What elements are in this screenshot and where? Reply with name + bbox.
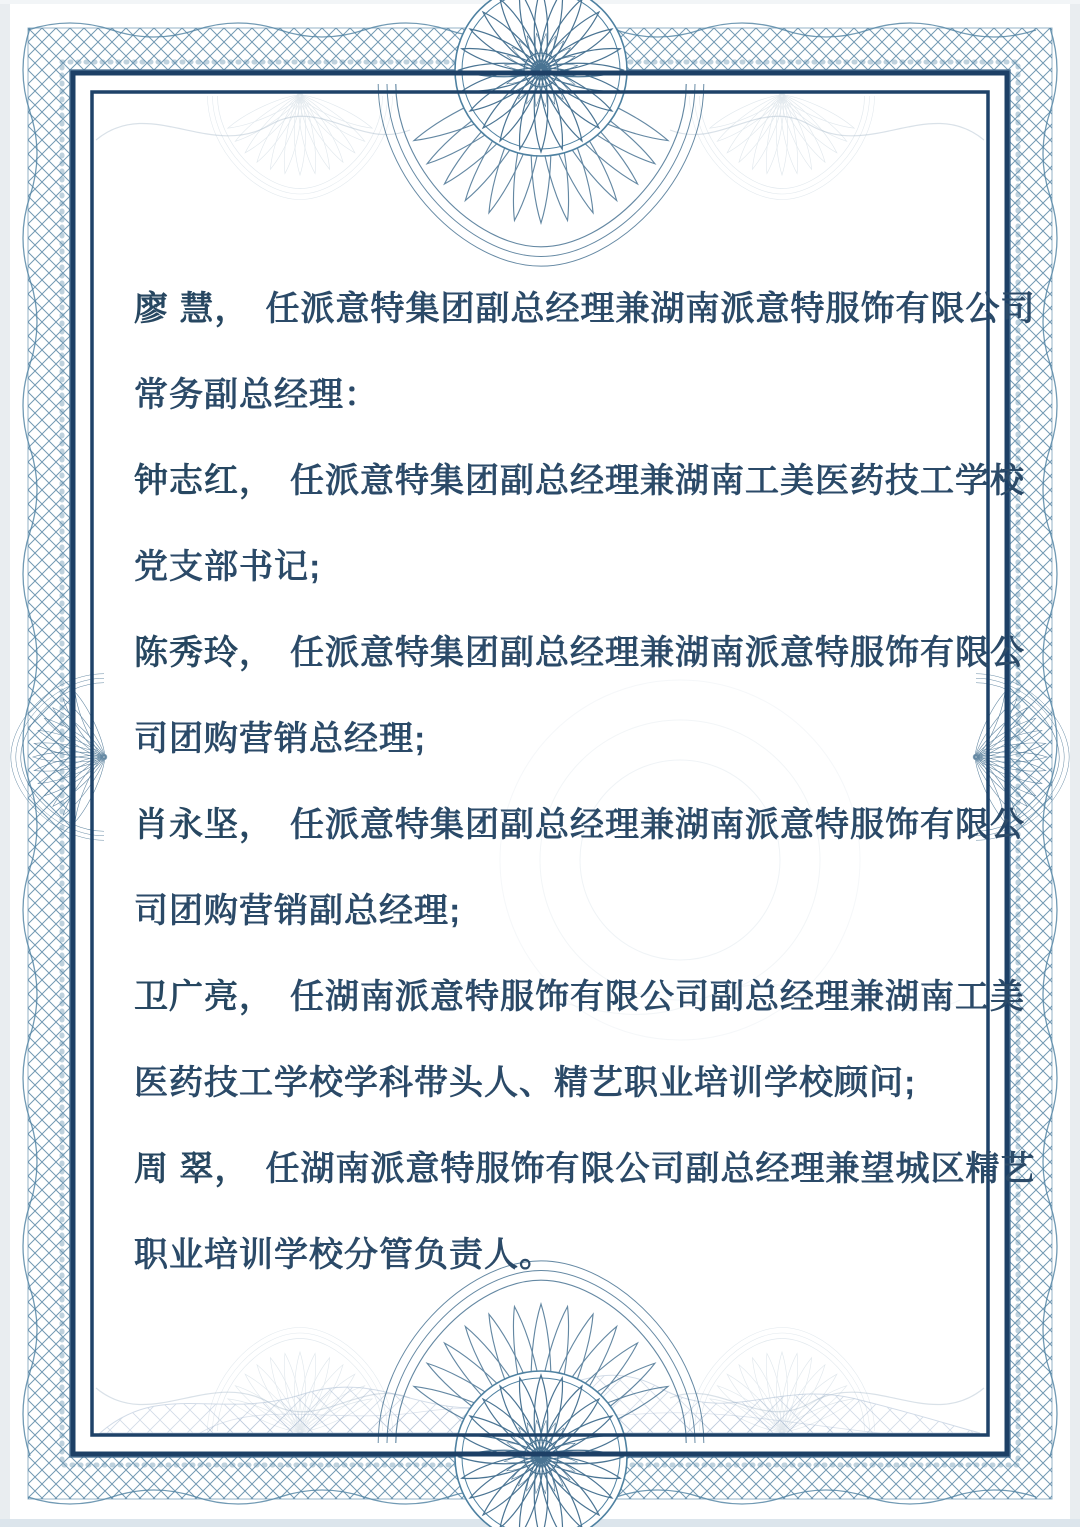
- text-line: [134, 778, 1025, 864]
- text-line: [134, 434, 1025, 520]
- person-name: 卫广亮，: [134, 977, 274, 1016]
- text-line: [134, 950, 1025, 1036]
- person-name: 陈秀玲，: [134, 633, 274, 672]
- line-text: 常务副总经理：: [134, 375, 379, 414]
- line-text: 任派意特集团副总经理兼湖南派意特服饰有限公司: [265, 289, 1036, 328]
- person-name: 肖永坚，: [134, 805, 274, 844]
- line-text: 司团购营销副总经理;: [134, 891, 462, 930]
- person-name: 钟志红，: [134, 461, 274, 500]
- person-name: 周 翠，: [134, 1149, 250, 1188]
- text-line: [134, 520, 974, 606]
- text-line: [134, 1036, 974, 1122]
- text-line: [134, 606, 1025, 692]
- person-name: 廖 慧，: [134, 289, 250, 328]
- text-line: [134, 348, 974, 434]
- line-text: 任派意特集团副总经理兼湖南派意特服饰有限公: [290, 633, 1025, 672]
- line-text: 职业培训学校分管负责人。: [134, 1235, 554, 1274]
- line-text: 任湖南派意特服饰有限公司副总经理兼望城区精艺: [265, 1149, 1036, 1188]
- line-text: 医药技工学校学科带头人、精艺职业培训学校顾问;: [134, 1063, 917, 1102]
- text-line: [134, 1208, 974, 1294]
- line-text: 党支部书记;: [134, 547, 322, 586]
- text-line: [134, 692, 974, 778]
- announcement-text: [134, 262, 1036, 1294]
- line-text: 任派意特集团副总经理兼湖南派意特服饰有限公: [290, 805, 1025, 844]
- text-line: [134, 864, 974, 950]
- line-text: 司团购营销总经理;: [134, 719, 427, 758]
- text-line: [134, 262, 1036, 348]
- line-text: 任派意特集团副总经理兼湖南工美医药技工学校: [290, 461, 1025, 500]
- text-line: [134, 1122, 1036, 1208]
- line-text: 任湖南派意特服饰有限公司副总经理兼湖南工美: [290, 977, 1025, 1016]
